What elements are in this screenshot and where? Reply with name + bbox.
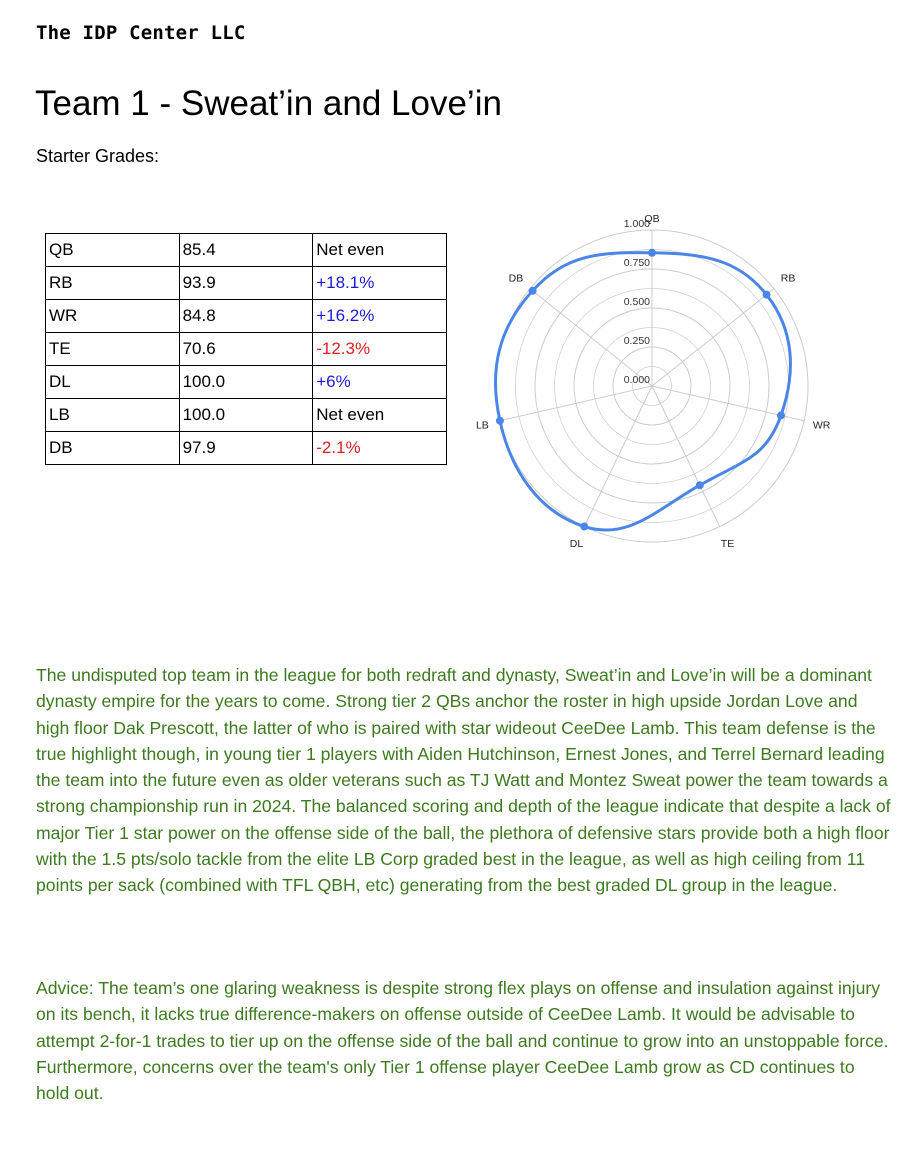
page-title: Team 1 - Sweat’in and Love’in bbox=[35, 84, 502, 123]
radar-category-label: TE bbox=[720, 537, 735, 550]
section-subtitle: Starter Grades: bbox=[36, 146, 160, 166]
grade-cell: 97.9 bbox=[179, 432, 313, 465]
position-cell: QB bbox=[46, 234, 180, 267]
radar-data-point bbox=[648, 249, 656, 257]
starter-grades-radar-chart bbox=[470, 200, 840, 570]
change-cell: +18.1% bbox=[313, 267, 447, 300]
change-cell: -12.3% bbox=[313, 333, 447, 366]
table-row bbox=[46, 399, 447, 432]
radar-tick-label: 0.500 bbox=[623, 296, 650, 308]
change-cell: Net even bbox=[313, 399, 447, 432]
radar-data-point bbox=[777, 411, 785, 419]
grade-cell: 85.4 bbox=[179, 234, 313, 267]
radar-data-point bbox=[529, 287, 537, 295]
table-row bbox=[46, 267, 447, 300]
change-cell: -2.1% bbox=[313, 432, 447, 465]
radar-category-label: QB bbox=[644, 213, 660, 225]
radar-spoke bbox=[652, 289, 774, 386]
radar-data-point bbox=[696, 481, 704, 489]
radar-category-label: WR bbox=[812, 419, 831, 432]
position-cell: WR bbox=[46, 300, 180, 333]
radar-spokes bbox=[500, 230, 804, 527]
radar-spoke bbox=[500, 386, 652, 421]
position-cell: TE bbox=[46, 333, 180, 366]
radar-data-point bbox=[496, 417, 504, 425]
radar-tick-label: 1.000 bbox=[623, 218, 650, 230]
radar-spoke bbox=[584, 386, 652, 527]
radar-series bbox=[495, 249, 790, 531]
radar-spoke bbox=[652, 386, 720, 527]
radar-category-labels bbox=[476, 213, 831, 550]
position-cell: LB bbox=[46, 399, 180, 432]
team-advice: Advice: The team’s one glaring weakness is despite strong flex plays on offense and insulation against injury on its bench, it lacks true difference-makers on offense outside of CeeDee Lamb. It would be advisable to attempt 2-for-1 trades to tier up on the offense side of the ball and continue to grow into an unstoppable force. Furthermore, concerns over the team's only Tier 1 offense player CeeDee Lamb grow as CD continues to hold out. bbox=[36, 978, 889, 1104]
radar-category-label: DB bbox=[508, 272, 524, 285]
position-cell: RB bbox=[46, 267, 180, 300]
radar-tick-labels bbox=[624, 218, 650, 386]
radar-tick-label: 0.250 bbox=[623, 335, 650, 347]
radar-category-label: RB bbox=[780, 272, 796, 285]
radar-category-label: DL bbox=[569, 537, 584, 550]
radar-tick-label: 0.750 bbox=[623, 257, 650, 269]
radar-tick-label: 0.000 bbox=[623, 374, 650, 386]
change-cell: +16.2% bbox=[313, 300, 447, 333]
position-cell: DL bbox=[46, 366, 180, 399]
radar-data-point bbox=[763, 291, 771, 299]
starter-grades-table bbox=[45, 233, 447, 465]
table-row bbox=[46, 432, 447, 465]
grade-cell: 84.8 bbox=[179, 300, 313, 333]
change-cell: +6% bbox=[313, 366, 447, 399]
table-row bbox=[46, 333, 447, 366]
team-summary: The undisputed top team in the league for both redraft and dynasty, Sweat’in and Love’in will be a dominant dynasty empire for the years to come. Strong tier 2 QBs anchor the roster in high upside Jordan Love and high floor Dak Prescott, the latter of who is paired with star wideout CeeDee Lamb. This team defense is the true highlight though, in young tier 1 players with Aiden Hutchinson, Ernest Jones, and Terrel Bernard leading the team into the future even as older veterans such as TJ Watt and Montez Sweat power the team towards a strong championship run in 2024. The balanced scoring and depth of the league indicate that despite a lack of major Tier 1 star power on the offense side of the ball, the plethora of defensive stars provide both a high floor with the 1.5 pts/solo tackle from the elite LB Corp graded best in the league, as well as high ceiling from 11 points per sack (combined with TFL QBH, etc) generating from the best graded DL group in the league. bbox=[36, 665, 891, 896]
grade-cell: 93.9 bbox=[179, 267, 313, 300]
radar-category-label: LB bbox=[475, 419, 489, 432]
change-cell: Net even bbox=[313, 234, 447, 267]
grade-cell: 100.0 bbox=[179, 399, 313, 432]
table-row bbox=[46, 366, 447, 399]
grade-cell: 70.6 bbox=[179, 333, 313, 366]
table-row bbox=[46, 300, 447, 333]
position-cell: DB bbox=[46, 432, 180, 465]
brand-name: The IDP Center LLC bbox=[36, 22, 246, 44]
radar-data-point bbox=[580, 523, 588, 531]
table-row bbox=[46, 234, 447, 267]
radar-series-line bbox=[495, 253, 790, 530]
grade-cell: 100.0 bbox=[179, 366, 313, 399]
